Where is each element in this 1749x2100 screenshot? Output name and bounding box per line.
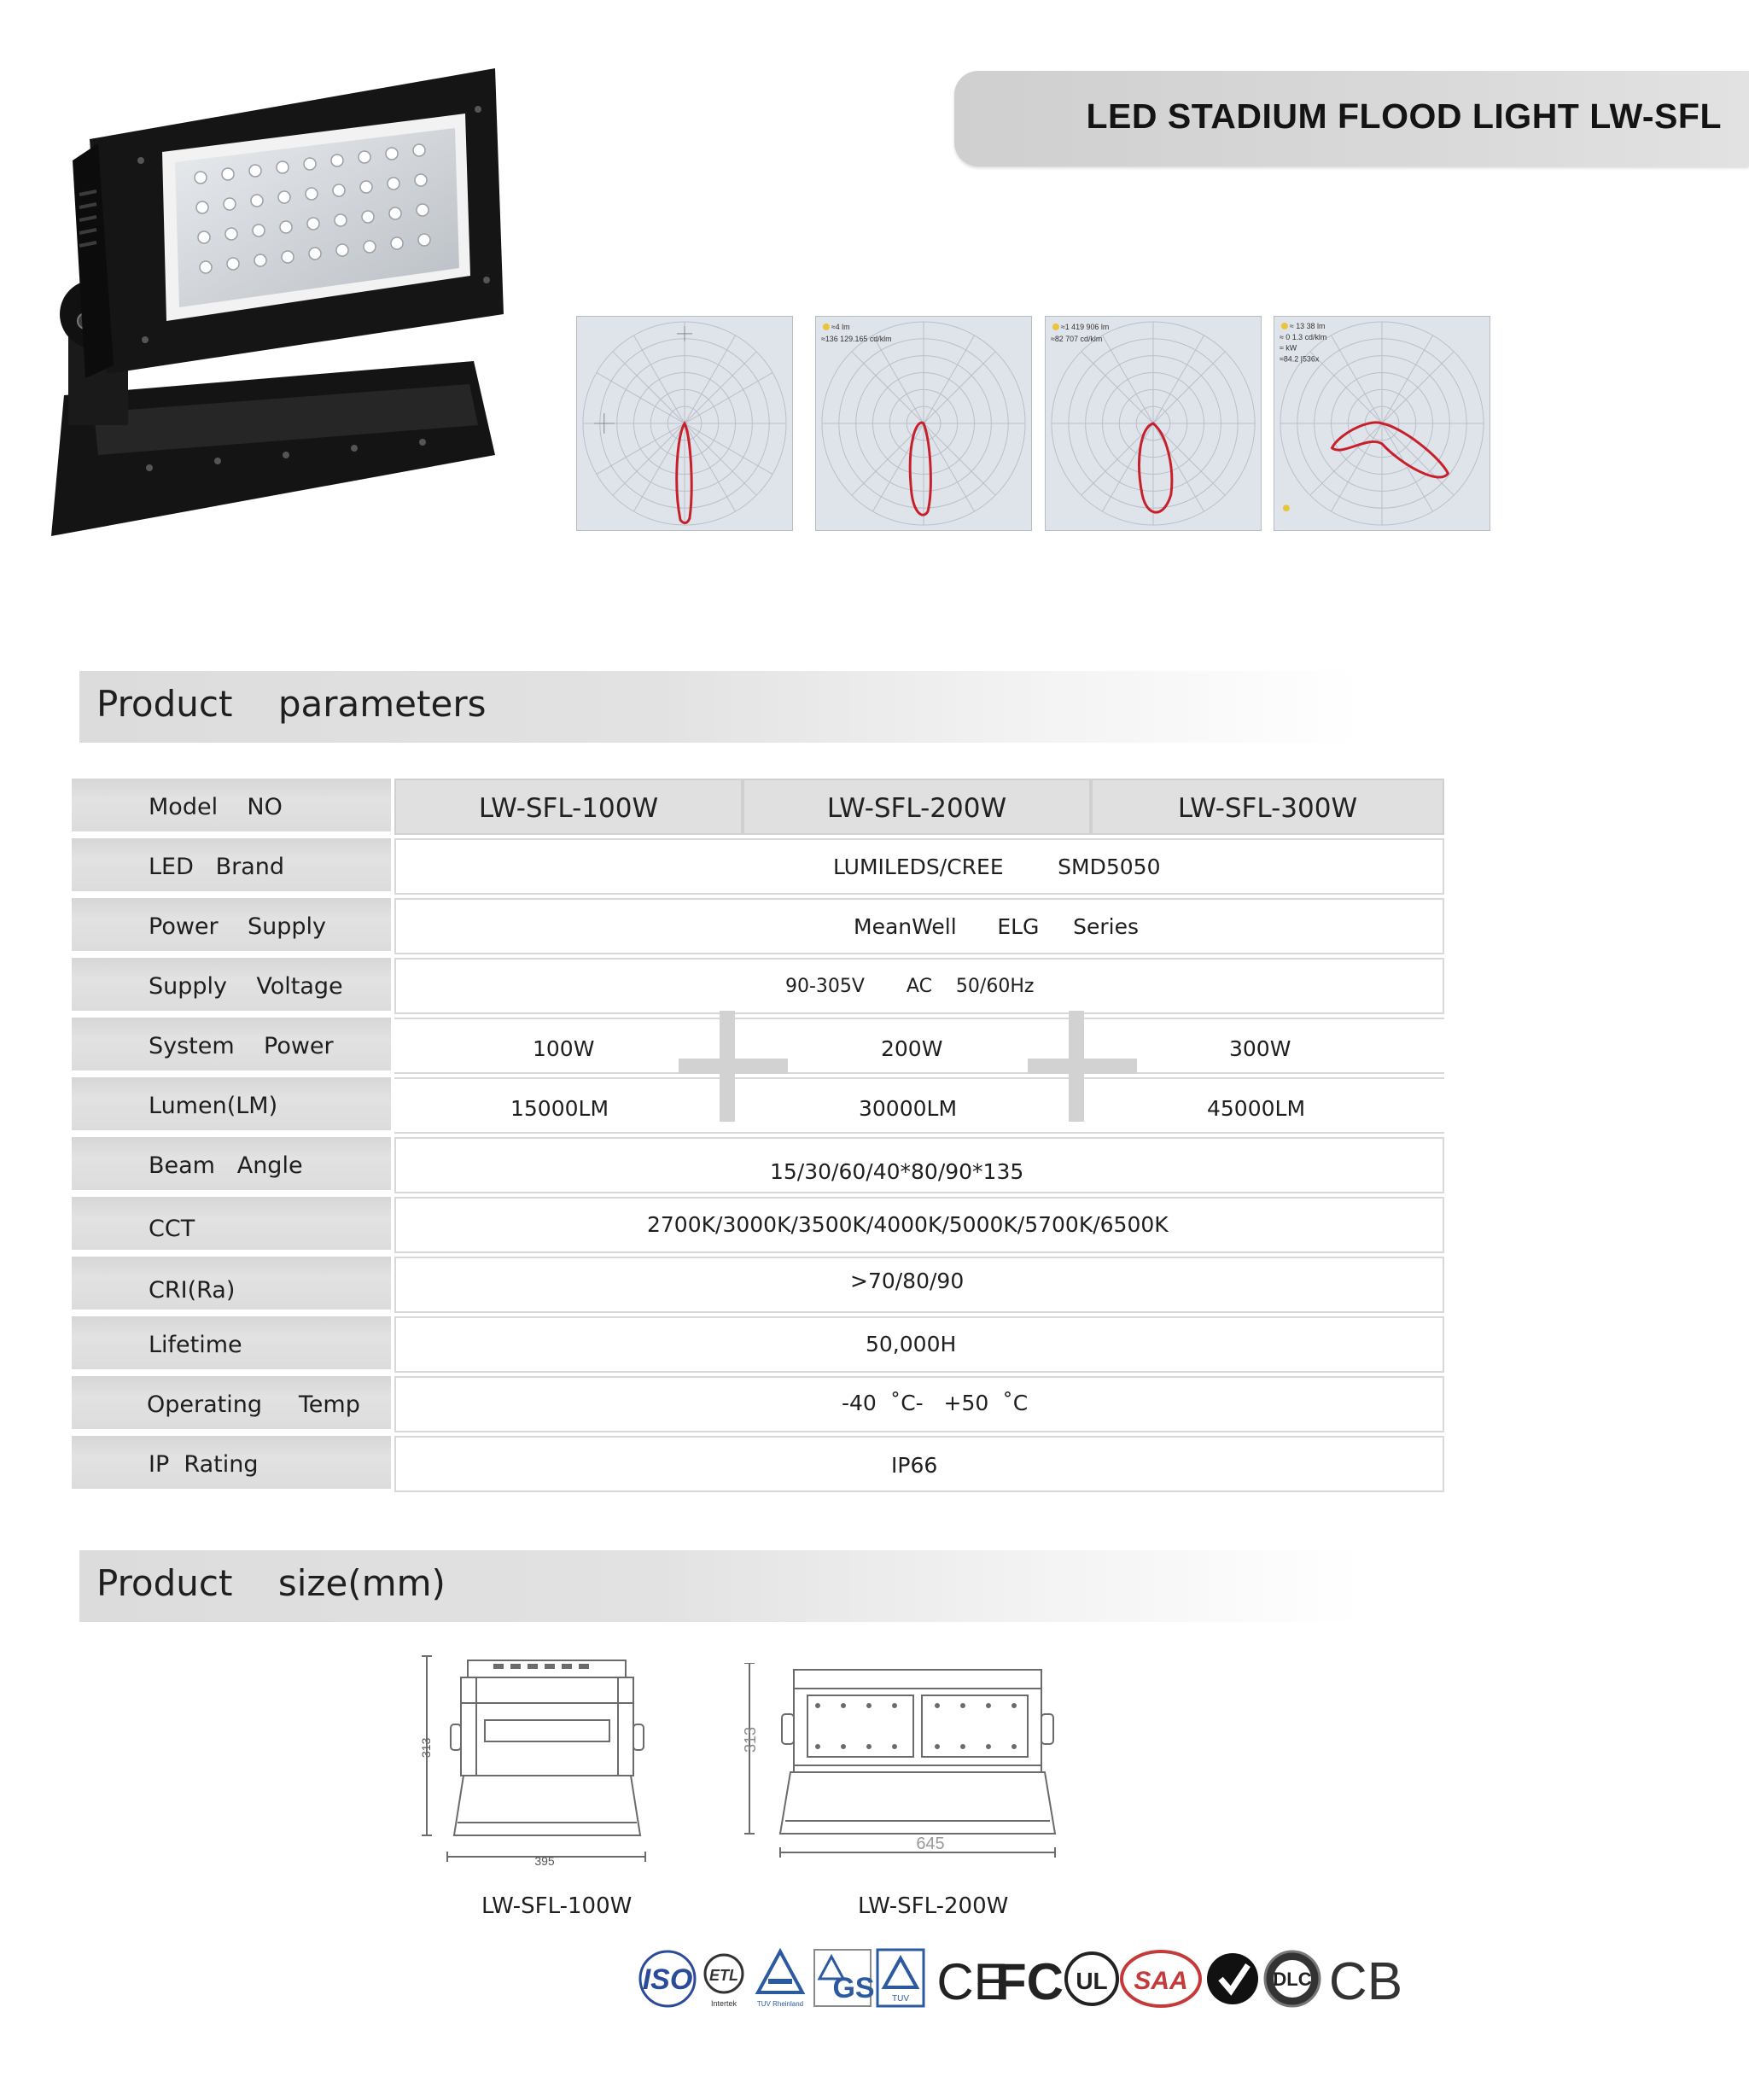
tuv-logo <box>757 1951 803 2008</box>
size-drawing-200w <box>732 1663 1099 1868</box>
svg-text:ETL: ETL <box>709 1967 738 1984</box>
polar-legend-line: ≈4 lm <box>831 322 850 331</box>
table-row-label: Model NO <box>72 779 391 835</box>
svg-text:SAA: SAA <box>1134 1967 1188 1995</box>
height-dimension-label: 313 <box>742 1726 759 1753</box>
cb-logo <box>1329 1952 1402 2011</box>
table-row-value: 15/30/60/40*80/90*135 <box>394 1137 1444 1193</box>
svg-text:Intertek: Intertek <box>710 1999 737 2008</box>
width-dimension-label: 395 <box>534 1854 555 1868</box>
table-row-label: Supply Voltage <box>72 958 391 1014</box>
size-drawing-100w <box>417 1652 664 1874</box>
table-row-value: -40 ˚C- +50 ˚C <box>394 1376 1444 1432</box>
table-row-value: 2700K/3000K/3500K/4000K/5000K/5700K/6500K <box>394 1197 1444 1253</box>
product-photo <box>47 67 538 540</box>
svg-text:CB: CB <box>1328 1952 1403 2011</box>
power-200w: 200W <box>881 1036 943 1061</box>
certification-logos <box>635 1945 1443 2013</box>
parameters-section-header <box>79 671 1360 743</box>
width-dimension-label: 645 <box>916 1835 945 1853</box>
table-row-label: CRI(Ra) <box>72 1257 391 1313</box>
table-row-label: Power Supply <box>72 898 391 954</box>
svg-text:TUV: TUV <box>892 1994 909 2004</box>
polar-legend-line: ≈ kW <box>1279 343 1297 353</box>
table-row-label: Operating Temp <box>72 1376 391 1432</box>
parameters-section-title: Product parameters <box>96 683 487 725</box>
lumen-100w: 15000LM <box>510 1096 609 1121</box>
table-row-value: LUMILEDS/CREE SMD5050 <box>394 838 1444 895</box>
table-row-label: Lifetime <box>72 1316 391 1373</box>
table-row-label: LED Brand <box>72 838 391 895</box>
tuv-product-safety-logo <box>877 1950 924 2006</box>
polar-legend-line: ≈136 129.165 cd/klm <box>820 334 892 343</box>
svg-text:TUV Rheinland: TUV Rheinland <box>756 2000 804 2008</box>
etl-logo <box>705 1955 743 2008</box>
lumen-200w: 30000LM <box>859 1096 958 1121</box>
polar-diagram-3 <box>1045 316 1262 531</box>
table-row-value <box>394 1077 1444 1134</box>
plus-decoration <box>1028 1059 1137 1074</box>
fcc-logo <box>995 1953 1064 2010</box>
svg-text:FC: FC <box>995 1953 1064 2010</box>
polar-legend-line: ≈ 0 1.3 cd/klm <box>1279 332 1327 341</box>
polar-diagram-2 <box>815 316 1032 531</box>
polar-legend-line: ≈ 13 38 lm <box>1289 321 1326 330</box>
size-caption-100w: LW-SFL-100W <box>481 1893 633 1919</box>
size-section-header <box>79 1550 1360 1622</box>
polar-legend-line: ≈84.2 |536x <box>1279 354 1320 364</box>
iso-logo <box>640 1951 695 2006</box>
svg-text:DLC: DLC <box>1273 1969 1312 1990</box>
table-row-value: 90-305V AC 50/60Hz <box>394 958 1444 1014</box>
polar-legend-line: ≈1 419 906 lm <box>1060 322 1110 331</box>
table-row-label: Beam Angle <box>72 1137 391 1193</box>
table-row-label: System Power <box>72 1018 391 1074</box>
model-header-100w: LW-SFL-100W <box>394 779 743 835</box>
page-title: LED STADIUM FLOOD LIGHT LW-SFL <box>1086 96 1722 136</box>
c-tick-logo <box>1207 1953 1258 2004</box>
polar-legend-line: ≈82 707 cd/klm <box>1050 334 1103 343</box>
parameters-table <box>72 779 1444 1501</box>
polar-diagram-1 <box>576 316 793 531</box>
ul-logo <box>1066 1953 1117 2004</box>
lumen-300w: 45000LM <box>1207 1096 1306 1121</box>
table-row-label: IP Rating <box>72 1436 391 1492</box>
model-header-200w: LW-SFL-200W <box>743 779 1091 835</box>
table-row-label: Lumen(LM) <box>72 1077 391 1134</box>
title-banner <box>954 71 1749 166</box>
table-row-value: 50,000H <box>394 1316 1444 1373</box>
dlc-logo <box>1265 1951 1320 2006</box>
model-header-300w: LW-SFL-300W <box>1091 779 1444 835</box>
table-row-value: IP66 <box>394 1436 1444 1492</box>
table-row-value <box>394 1018 1444 1074</box>
power-300w: 300W <box>1229 1036 1291 1061</box>
plus-decoration <box>679 1059 788 1074</box>
height-dimension-label: 313 <box>419 1737 433 1758</box>
size-caption-200w: LW-SFL-200W <box>858 1893 1009 1919</box>
svg-text:ISO: ISO <box>642 1963 693 1996</box>
svg-text:UL: UL <box>1076 1968 1108 1994</box>
tuv-gs-logo <box>814 1950 875 2006</box>
svg-text:CE: CE <box>936 1953 1008 2010</box>
svg-text:GS: GS <box>832 1972 875 2004</box>
saa-logo <box>1122 1951 1200 2006</box>
power-100w: 100W <box>533 1036 595 1061</box>
table-row-value: >70/80/90 <box>394 1257 1444 1313</box>
size-section-title: Product size(mm) <box>96 1562 446 1604</box>
table-row-label: CCT <box>72 1197 391 1253</box>
table-row-value: MeanWell ELG Series <box>394 898 1444 954</box>
polar-diagram-4 <box>1274 316 1490 531</box>
